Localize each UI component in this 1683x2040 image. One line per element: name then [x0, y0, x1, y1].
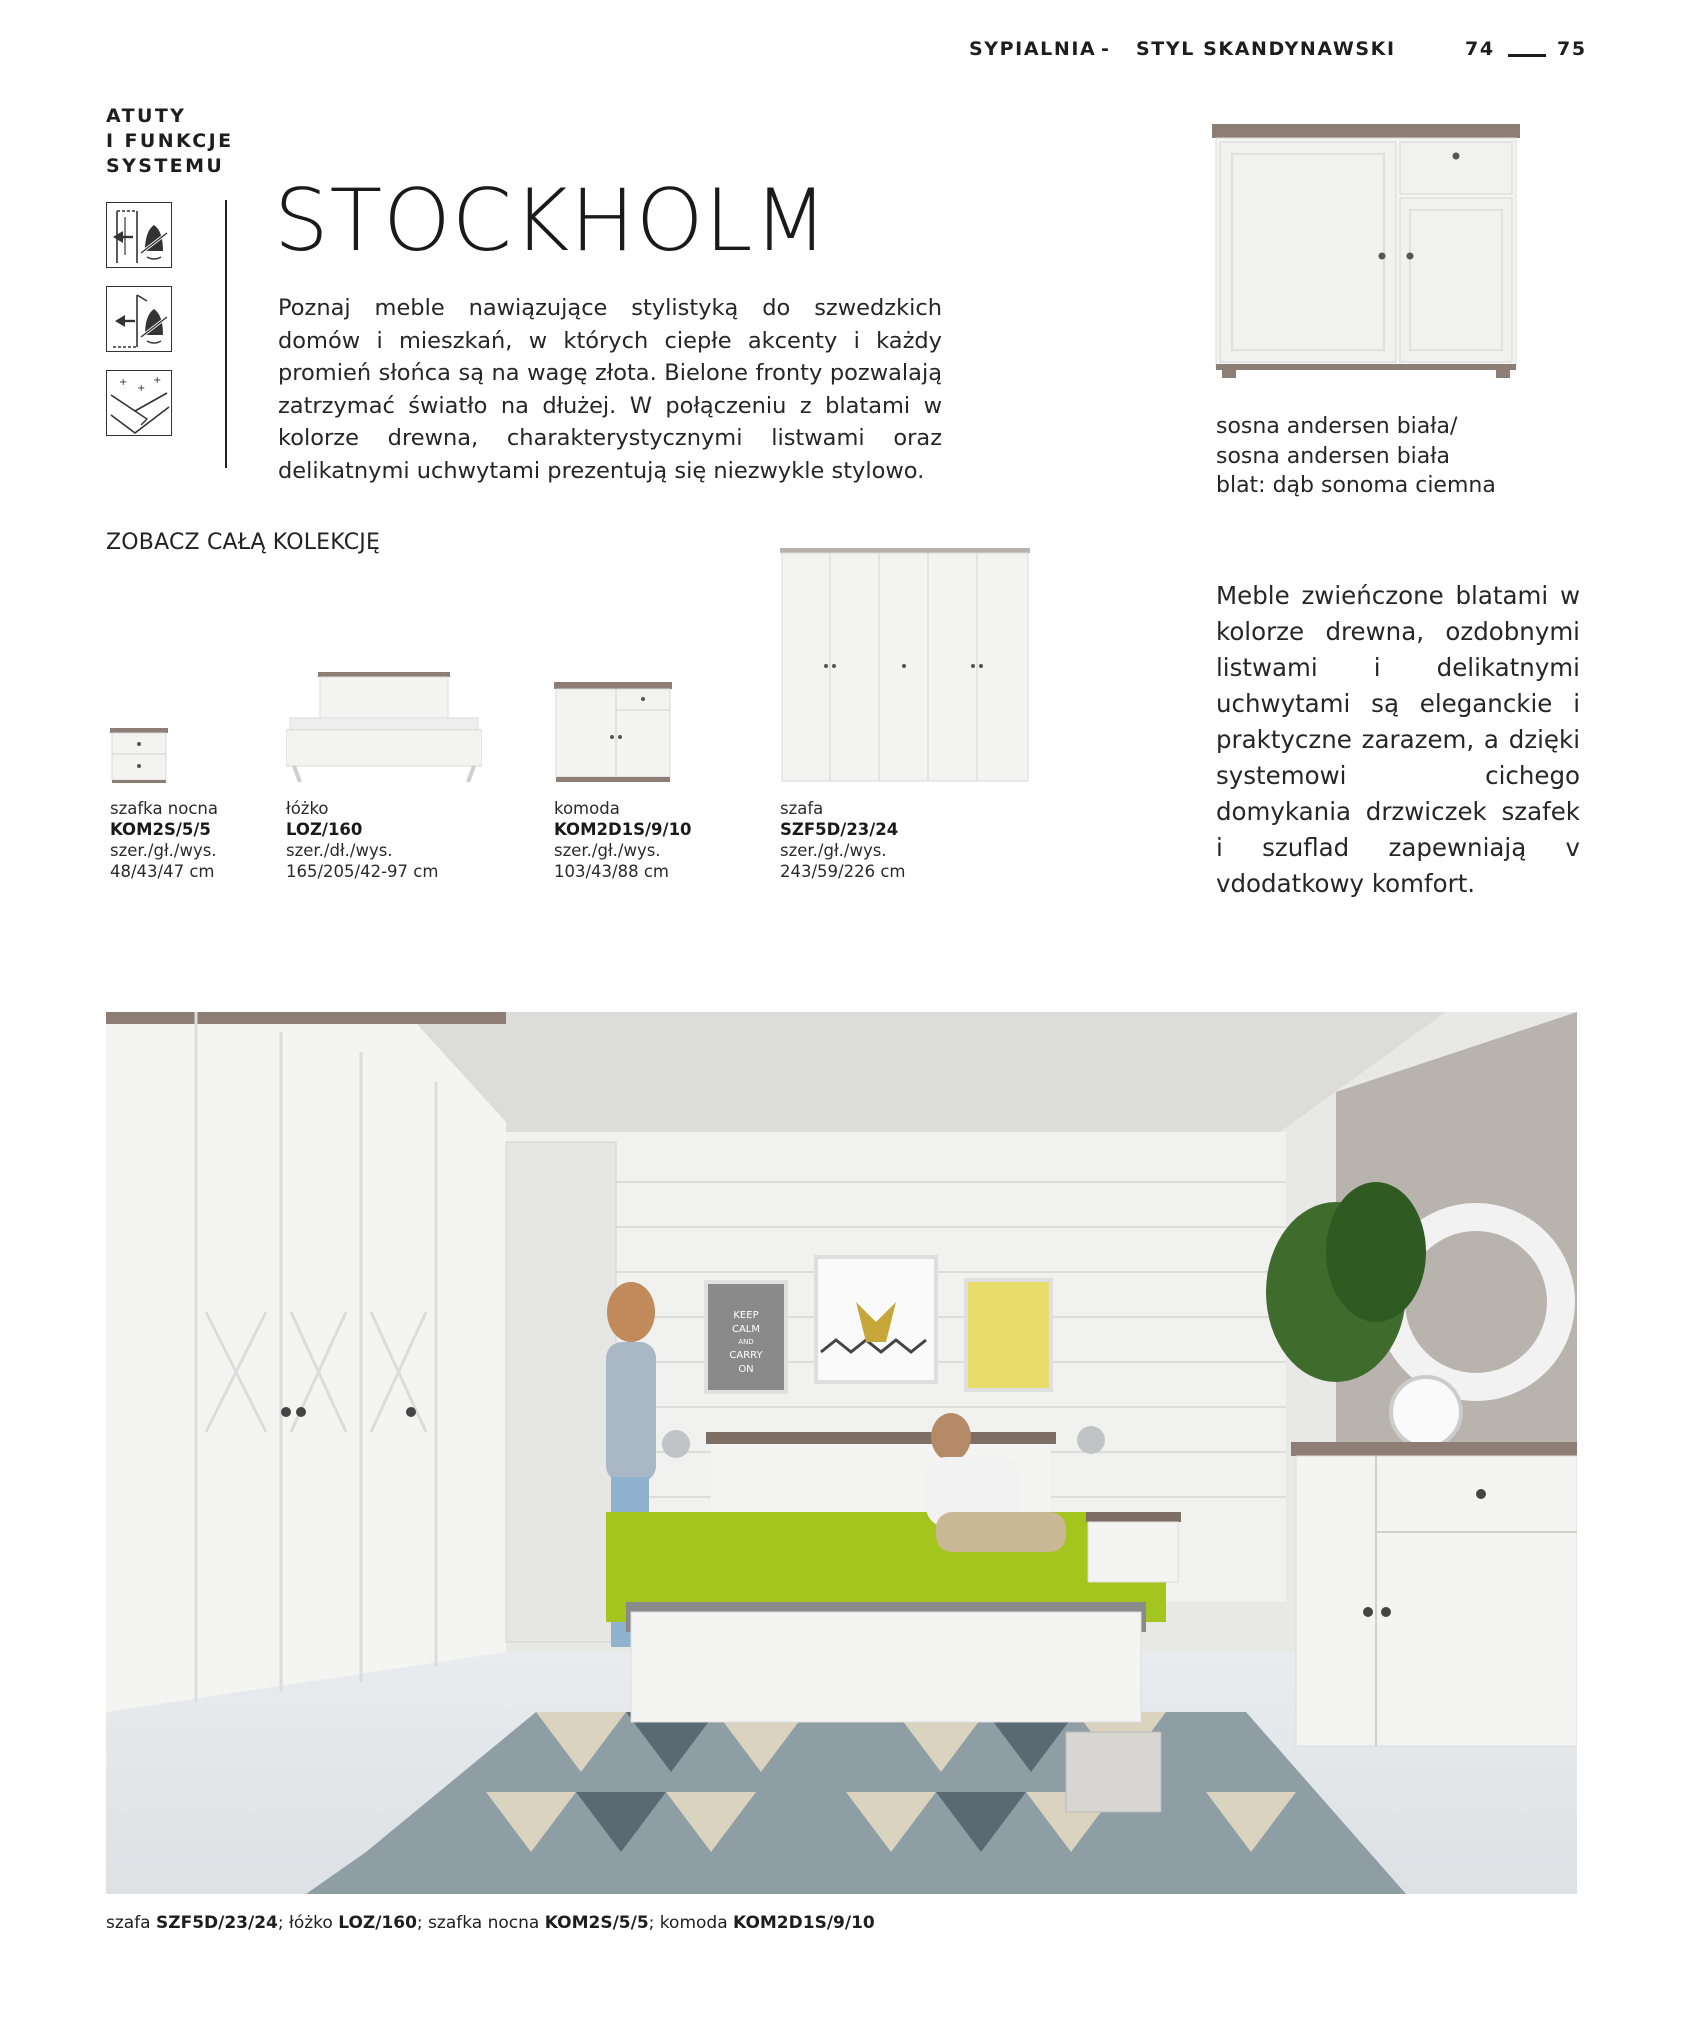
- caption-code: SZF5D/23/24: [156, 1913, 278, 1933]
- finish-caption: [1216, 412, 1496, 501]
- caption-text: ; łóżko: [277, 1913, 339, 1933]
- poster-text: CALM: [731, 1324, 761, 1335]
- soft-close-drawer-icon: [106, 286, 172, 352]
- led-lighting-icon: [106, 370, 172, 436]
- product-name: szafka nocna: [110, 799, 218, 818]
- caption-code: LOZ/160: [338, 1913, 417, 1933]
- features-heading-line: ATUTY: [106, 105, 187, 127]
- caption-text: szafa: [106, 1913, 157, 1933]
- product-code: KOM2D1S/9/10: [554, 820, 692, 839]
- poster-text: AND: [738, 1338, 754, 1346]
- caption-code: KOM2D1S/9/10: [733, 1913, 875, 1933]
- features-heading: [106, 104, 306, 179]
- see-collection-link[interactable]: ZOBACZ CAŁĄ KOLEKCJĘ: [106, 530, 381, 555]
- nightstand-thumbnail[interactable]: [110, 728, 168, 784]
- dresser-thumbnail[interactable]: [554, 682, 672, 784]
- finish-line: sosna andersen biała: [1216, 443, 1450, 469]
- product-dims-label: szer./gł./wys.: [780, 841, 887, 860]
- svg-text:+: +: [137, 383, 146, 394]
- product-caption-wardrobe: [780, 798, 906, 882]
- wardrobe-thumbnail[interactable]: [780, 548, 1030, 784]
- bed-thumbnail[interactable]: [286, 672, 482, 784]
- product-dims: 243/59/226 cm: [780, 862, 906, 881]
- bedroom-photo: [106, 1012, 1577, 1894]
- photo-caption: [106, 1913, 875, 1933]
- product-caption-dresser: [554, 798, 692, 882]
- caption-text: ; szafka nocna: [416, 1913, 545, 1933]
- page-number-right: 75: [1557, 38, 1587, 60]
- dresser-product-image: [1212, 120, 1520, 390]
- section-separator: -: [1101, 38, 1111, 60]
- svg-text:+: +: [119, 377, 128, 388]
- finish-line: blat: dąb sonoma ciemna: [1216, 473, 1496, 498]
- product-code: SZF5D/23/24: [780, 820, 899, 839]
- page-number-left: 74: [1465, 38, 1495, 60]
- section-label: SYPIALNIA: [969, 38, 1097, 60]
- product-caption-nightstand: [110, 798, 218, 882]
- caption-text: ; komoda: [648, 1913, 734, 1933]
- svg-text:+: +: [153, 375, 162, 386]
- vertical-divider: [225, 200, 227, 468]
- product-name: szafa: [780, 799, 824, 818]
- collection-intro: Poznaj meble nawiązujące stylistyką do szwedzkich domów i mieszkań, w których ciepłe akcenty i każdy promień słońca są na wagę złota. Bielone fronty pozwalają zatrzymać światło na dłużej. W połączeniu z blatami w kolorze drewna, charakterystycznymi listwami oraz delikatnymi uchwytami prezentują się niezwykle stylowo.: [278, 295, 942, 484]
- product-dims: 103/43/88 cm: [554, 862, 669, 881]
- style-label: STYL SKANDYNAWSKI: [1136, 38, 1396, 60]
- page-number-divider: [1508, 54, 1546, 57]
- features-heading-line: SYSTEMU: [106, 155, 225, 177]
- product-caption-bed: [286, 798, 438, 882]
- product-name: łóżko: [286, 799, 329, 818]
- side-description: Meble zwieńczone blatami w kolorze drewna, ozdobnymi listwami i delikatnymi uchwytami są eleganckie i praktyczne zarazem, a dzięki systemowi cichego domykania drzwiczek szafek i szuflad zapewniają v vdodatkowy komfort.: [1216, 581, 1580, 898]
- soft-close-door-icon: [106, 202, 172, 268]
- poster-text: ON: [738, 1364, 754, 1375]
- finish-line: sosna andersen biała/: [1216, 414, 1458, 439]
- product-name: komoda: [554, 799, 620, 818]
- poster-text: KEEP: [733, 1310, 759, 1321]
- caption-code: KOM2S/5/5: [544, 1913, 649, 1933]
- product-dims-label: szer./gł./wys.: [110, 841, 217, 860]
- product-dims-label: szer./dł./wys.: [286, 841, 393, 860]
- product-dims: 165/205/42-97 cm: [286, 862, 439, 881]
- poster-text: CARRY: [729, 1350, 763, 1361]
- features-heading-line: I FUNKCJE: [106, 130, 234, 152]
- product-dims-label: szer./gł./wys.: [554, 841, 661, 860]
- product-code: KOM2S/5/5: [110, 820, 211, 839]
- product-code: LOZ/160: [286, 820, 363, 839]
- product-dims: 48/43/47 cm: [110, 862, 215, 881]
- collection-title: STOCKHOLM: [274, 171, 829, 271]
